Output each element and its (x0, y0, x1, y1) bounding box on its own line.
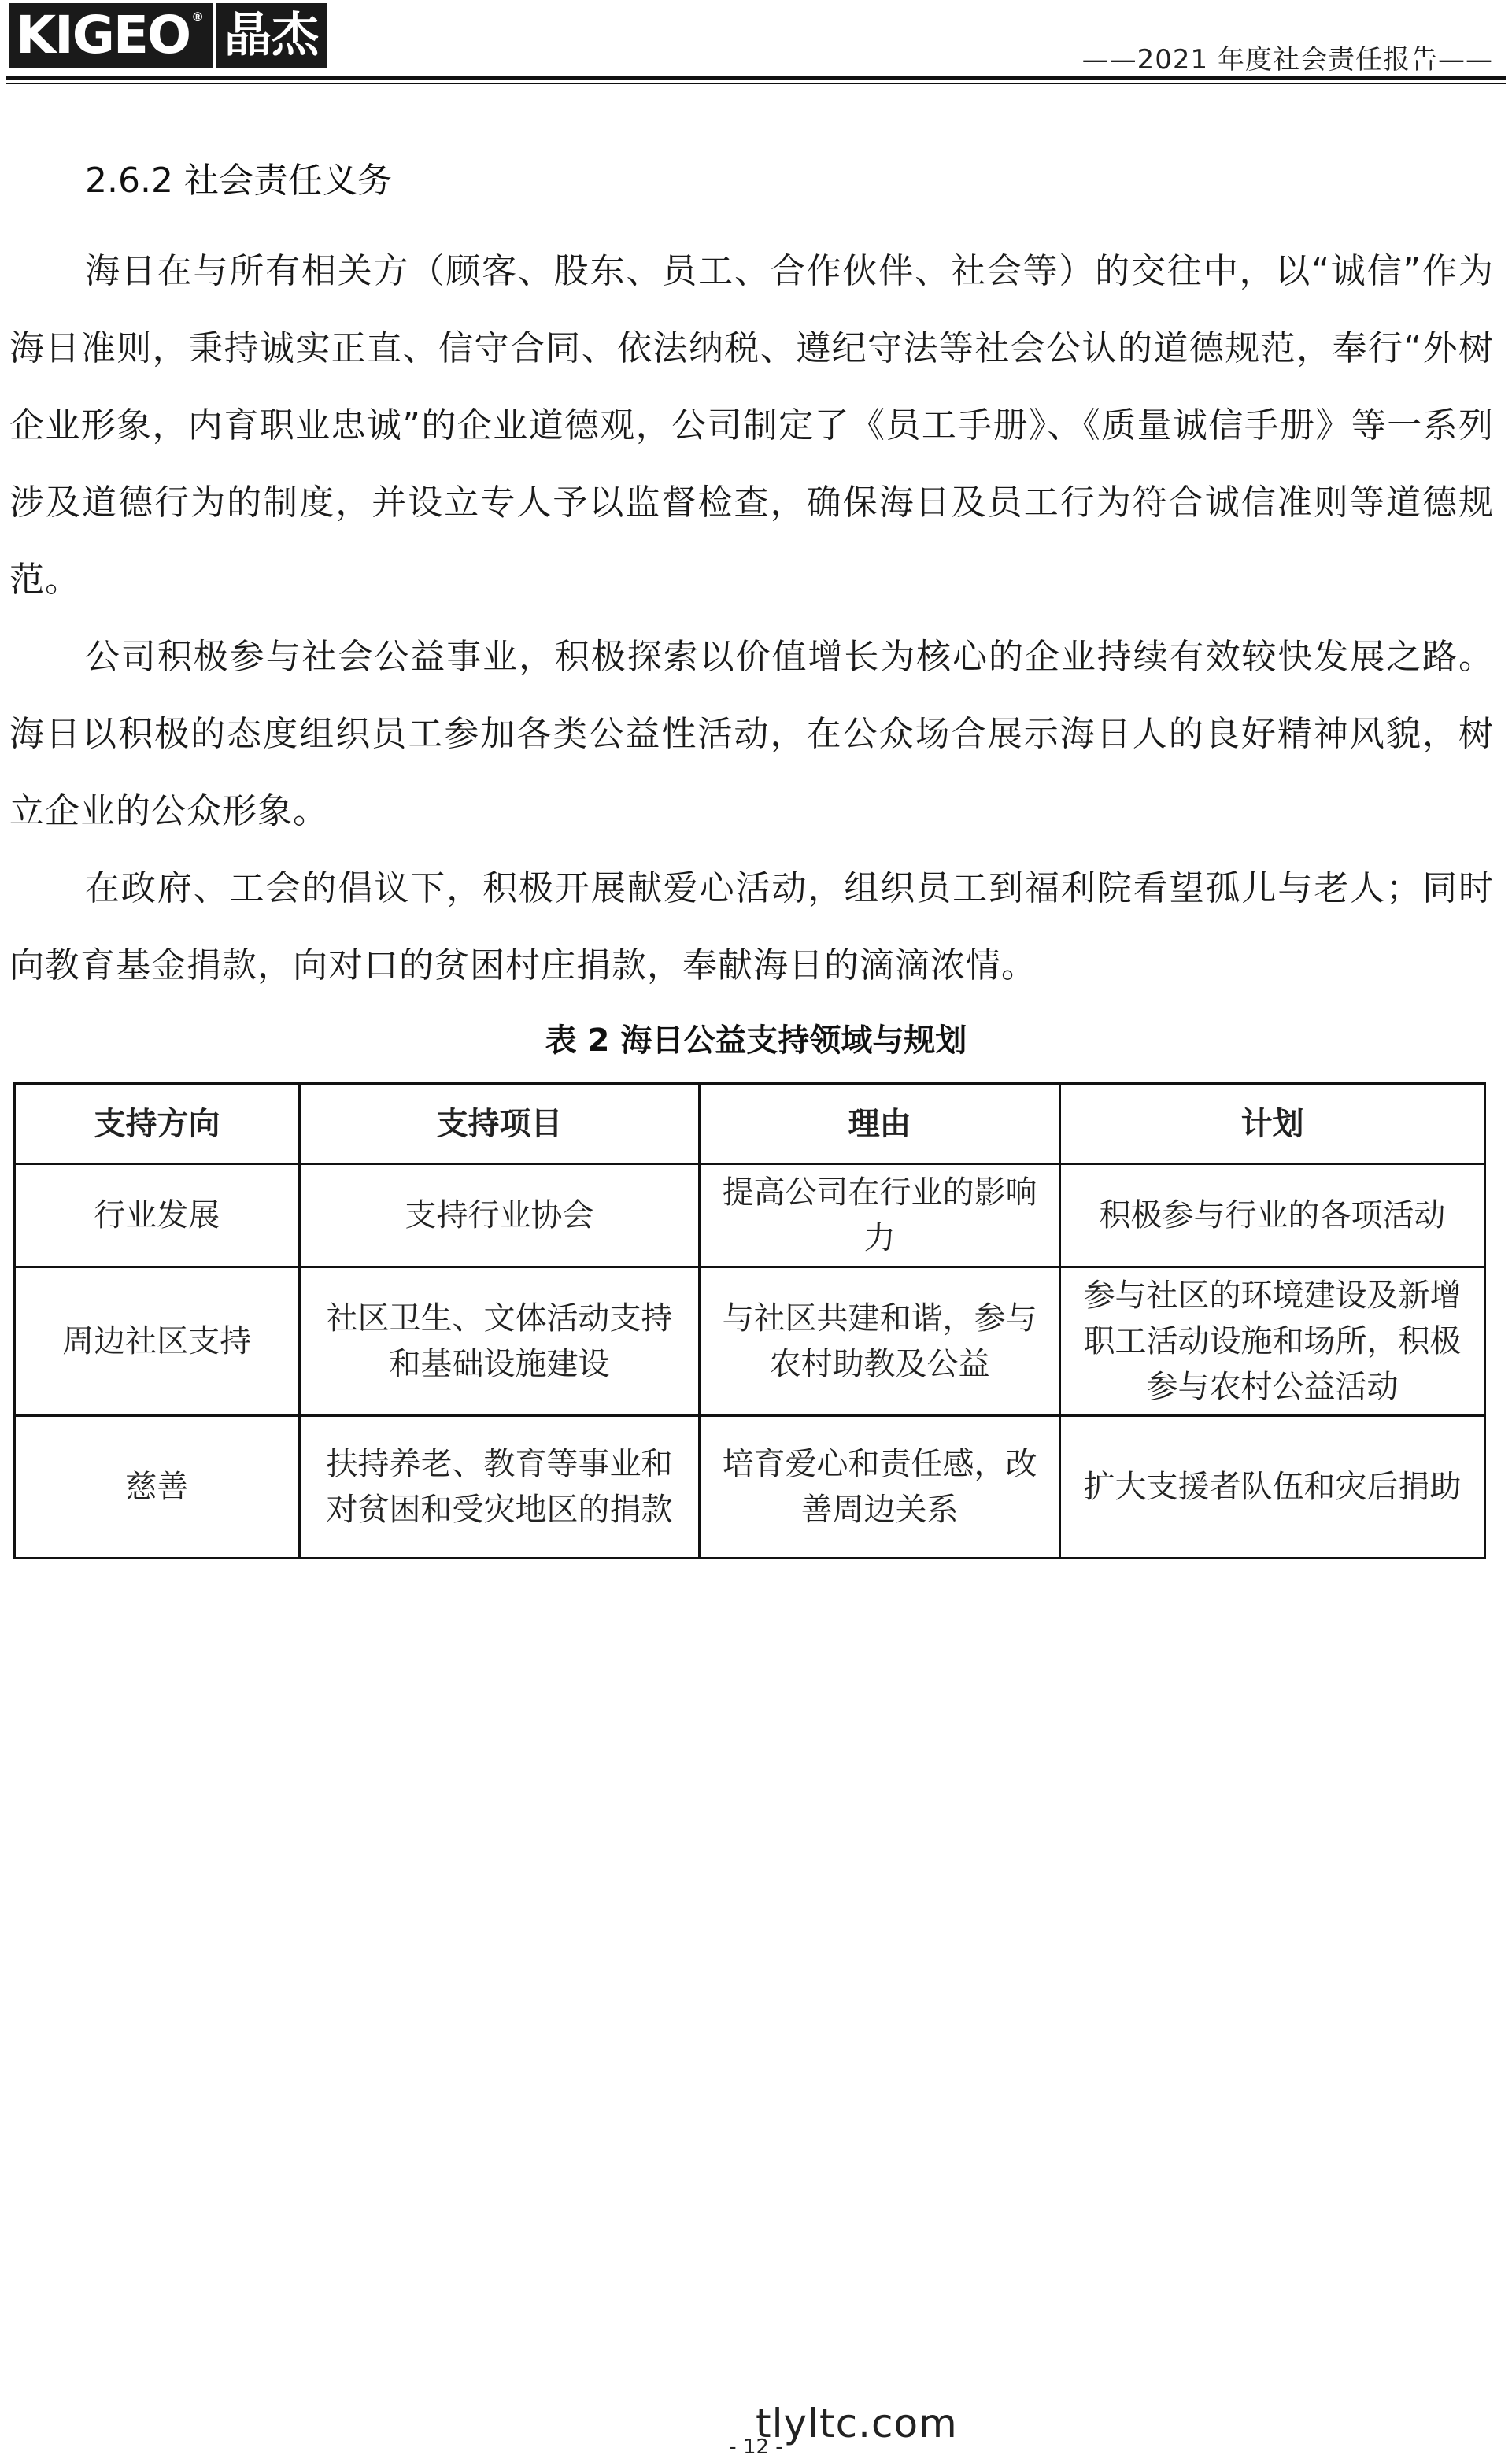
paragraph-integrity: 海日在与所有相关方（顾客、股东、员工、合作伙伴、社会等）的交往中，以“诚信”作为海日准则，秉持诚实正直、信守合同、依法纳税、遵纪守法等社会公认的道德规范，奉行“外树企业形象，内育职业忠诚”的企业道德观，公司制定了《员工手册》、《质量诚信手册》等一系列涉及道德行为的制度，并设立专人予以监督检查，确保海日及员工行为符合诚信准则等道德规范。 (9, 251, 1494, 600)
registered-mark: ® (191, 9, 205, 24)
header-plan: 计划 (1060, 1084, 1485, 1164)
table-caption: 表 2 海日公益支持领域与规划 (545, 1022, 967, 1059)
logo-text-cn: 晶杰 (216, 3, 327, 68)
cell-reason: 提高公司在行业的影响力 (699, 1164, 1059, 1267)
watermark: tlyltc.com (756, 2401, 958, 2446)
company-logo (9, 3, 327, 68)
report-title: ——2021 年度社会责任报告—— (1081, 44, 1493, 76)
paragraph-public-welfare: 公司积极参与社会公益事业，积极探索以价值增长为核心的企业持续有效较快发展之路。海日以积极的态度组织员工参加各类公益性活动，在公众场合展示海日人的良好精神风貌，树立企业的公众形象。 (9, 637, 1494, 831)
main-content (9, 157, 1494, 1004)
table-header-row (14, 1084, 1485, 1164)
support-areas-table (13, 1082, 1486, 1559)
cell-direction: 周边社区支持 (14, 1267, 300, 1416)
page-header (0, 0, 1512, 87)
table-row (14, 1164, 1485, 1267)
cell-project: 社区卫生、文体活动支持和基础设施建设 (300, 1267, 700, 1416)
header-rule-thin (6, 83, 1506, 84)
table-row (14, 1416, 1485, 1559)
header-direction: 支持方向 (14, 1084, 300, 1164)
cell-plan: 参与社区的环境建设及新增职工活动设施和场所，积极参与农村公益活动 (1060, 1267, 1485, 1416)
cell-project: 扶持养老、教育等事业和对贫困和受灾地区的捐款 (300, 1416, 700, 1559)
cell-plan: 扩大支援者队伍和灾后捐助 (1060, 1416, 1485, 1559)
header-reason: 理由 (699, 1084, 1059, 1164)
header-project: 支持项目 (300, 1084, 700, 1164)
section-heading: 2.6.2 社会责任义务 (85, 161, 392, 201)
cell-direction: 慈善 (14, 1416, 300, 1559)
page-number: - 12 - (729, 2435, 783, 2459)
cell-reason: 培育爱心和责任感，改善周边关系 (699, 1416, 1059, 1559)
cell-plan: 积极参与行业的各项活动 (1060, 1164, 1485, 1267)
cell-direction: 行业发展 (14, 1164, 300, 1267)
cell-reason: 与社区共建和谐，参与农村助教及公益 (699, 1267, 1059, 1416)
logo-text-en: KIGEO (16, 5, 190, 65)
header-rule-thick (6, 76, 1506, 80)
table-row (14, 1267, 1485, 1416)
cell-project: 支持行业协会 (300, 1164, 700, 1267)
paragraph-charity: 在政府、工会的倡议下，积极开展献爱心活动，组织员工到福利院看望孤儿与老人；同时向教育基金捐款，向对口的贫困村庄捐款，奉献海日的滴滴浓情。 (9, 868, 1494, 985)
